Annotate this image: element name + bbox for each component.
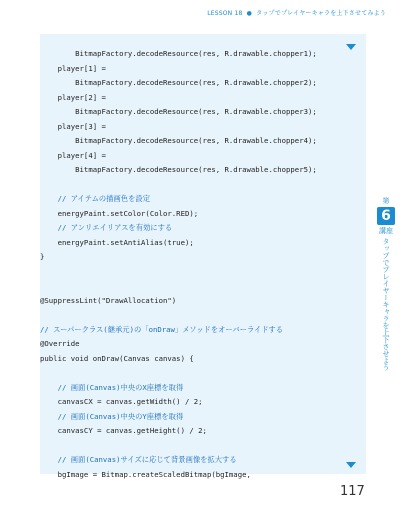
bullet-icon: ● bbox=[246, 10, 253, 17]
code-line: canvasCX = canvas.getWidth() / 2; bbox=[40, 397, 203, 406]
code-line: // 画面(Canvas)中央のX座標を取得 bbox=[40, 382, 184, 392]
code-line: public void onDraw(Canvas canvas) { bbox=[40, 353, 194, 363]
code-line: // アンリエイリアスを有効にする bbox=[40, 223, 173, 232]
continues-next-icon bbox=[346, 462, 356, 468]
code-line: player[2] = bbox=[40, 92, 106, 102]
code-line: player[4] = bbox=[40, 150, 106, 160]
code-line: BitmapFactory.decodeResource(res, R.drawable.chopper5); bbox=[40, 165, 317, 174]
code-line bbox=[40, 265, 366, 280]
code-line bbox=[40, 178, 366, 193]
code-line: BitmapFactory.decodeResource(res, R.drawable.chopper3); bbox=[40, 107, 317, 116]
code-line: energyPaint.setAntiAlias(true); bbox=[40, 237, 194, 247]
code-line bbox=[40, 308, 366, 323]
code-line: BitmapFactory.decodeResource(res, R.drawable.chopper4); bbox=[40, 136, 317, 145]
code-line: BitmapFactory.decodeResource(res, R.drawable.chopper1); bbox=[40, 49, 317, 58]
code-line: BitmapFactory.decodeResource(res, R.drawable.chopper2); bbox=[40, 78, 317, 87]
code-line: // スーパークラス(継承元)の「onDraw」メソッドをオーバーライドする bbox=[40, 324, 284, 334]
chapter-number: 6 bbox=[377, 207, 395, 225]
code-lines bbox=[40, 47, 366, 482]
code-line: canvasCY = canvas.getHeight() / 2; bbox=[40, 426, 207, 435]
continued-from-previous-icon bbox=[346, 44, 356, 50]
code-line: // 画面(Canvas)サイズに応じて背景画像を拡大する bbox=[40, 455, 237, 464]
chapter-prefix: 第 bbox=[382, 197, 390, 205]
page-number: 117 bbox=[340, 484, 365, 499]
code-line: // 画面(Canvas)中央のY座標を取得 bbox=[40, 411, 184, 421]
code-line: @SuppressLint("DrawAllocation") bbox=[40, 295, 177, 305]
code-line bbox=[40, 279, 366, 294]
lesson-title: タップでプレイヤーキャラを上下させてみよう bbox=[256, 10, 386, 17]
code-line: player[3] = bbox=[40, 121, 106, 131]
code-line bbox=[40, 439, 366, 454]
chapter-side-tab bbox=[376, 196, 396, 371]
chapter-suffix: 講座 bbox=[379, 227, 393, 235]
code-line: bgImage = Bitmap.createScaledBitmap(bgImage, bbox=[40, 469, 251, 479]
code-line: @Override bbox=[40, 339, 80, 348]
chapter-title: タップでプレイヤーキャラを上下させよう bbox=[382, 238, 390, 371]
code-line: player[1] = bbox=[40, 63, 106, 73]
code-listing bbox=[40, 34, 366, 479]
code-line: // アイテムの描画色を設定 bbox=[40, 194, 150, 203]
lesson-label: LESSON 18 bbox=[207, 10, 243, 17]
code-line bbox=[40, 366, 366, 381]
running-header bbox=[207, 8, 386, 17]
code-line: energyPaint.setColor(Color.RED); bbox=[40, 208, 199, 218]
code-line: } bbox=[40, 252, 45, 261]
